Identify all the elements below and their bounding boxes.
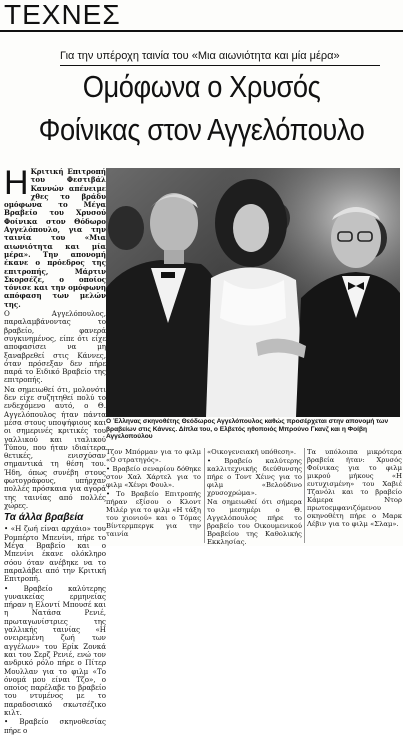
photo-illustration [106, 168, 400, 417]
col1-paragraph-3: • Το Βραβείο Επιτροπής πήραν εξίσου ο Κλοντ Μιλέρ για το φιλμ «Η τάξη του χιονιού» και ο Τόμας Βίντερμπεργκ για την ταινία [106, 490, 201, 538]
lead-paragraph [4, 164, 106, 309]
paragraph-4: • «Η ζωή είναι αρχάιο» του Ρομπέρτο Μπενίνι, πήρε το Μέγα Βραβείο και ο Μπενίνι έκανε ολόκληρο σόου όταν ανέβηκε να το παραλάβει από την Κριτική Επιτροπή. [4, 524, 106, 584]
section-title: ΤΕΧΝΕΣ [4, 0, 121, 30]
article-column-3 [307, 448, 402, 543]
article-column-1 [106, 448, 201, 543]
subhead-other-awards: Τα άλλα βραβεία [4, 512, 84, 524]
column-divider [304, 448, 305, 543]
article-left-column [4, 164, 106, 735]
paragraph-2: Ο Αγγελόπουλος, παραλαμβάνοντας το βραβείο, φανερά συγκινημένος, είπε ότι είχε αποφασίσει να μη ξαναβρεθεί στις Κάννες, όταν πρόσεξαν δεν πήρε παρά το Ειδικό Βραβείο της επιτροπής. [4, 309, 106, 385]
paragraph-5: • Βραβείο καλύτερης γυναικείας ερμηνείας πήραν η Ελοντί Μπουσέ και η Νατάσα Ρενιέ, πρωταγωνίστριες της γαλλικής ταινίας «Η ονειρεμένη ζωή των αγγέλων» του Ερίκ Ζονκά και του Σερζ Ρενιέ, ενώ τον ανδρικό ρόλο πήρε ο Πίτερ Μουλλαν για το φιλμ «Το όνομά μου είναι Τζο», ο οποίος παρέλαβε το βραβείο του ντυμένος με το παραδοσιακό σκωτσέζικο κιλτ. [4, 583, 106, 717]
drop-cap: Η [4, 164, 29, 202]
col2-paragraph-1: «Οικογενειακή υπόθεση». [207, 448, 297, 456]
news-photo [106, 168, 400, 417]
col2-paragraph-3: Να σημειωθεί ότι σήμερα το μεσημέρι ο Θ. Αγγελόπουλος πήρε το βραβείο του Οικουμενικού Βραβείου της Καθολικής Εκκλησίας. [207, 498, 302, 546]
col3-paragraph-1: Τα υπόλοιπα μικρότερα βραβεία ήταν: Χρυσός Φοίνικας για το φιλμ μικρού μήκους «Η ευτυχισμένη» του Χαβιέ Τζανόλι και το βραβείο Κάμερα Ντορ πρωτοεμφανιζόμενου σκηνοθέτη πήρε ο Μαρκ Λέβιν για το φιλμ «Σλαμ». [307, 448, 402, 528]
section-rule [0, 30, 403, 32]
paragraph-3: Να σημειωθεί ότι, μολονότι δεν είχε συζητηθεί πολύ το ενδεχόμενο αυτό, ο Θ. Αγγελόπουλος ήταν πάντα μέσα στους υποψήφιους και οι σημερινές κριτικές του γαλλικού και ιταλικού Τύπου, που ήταν ιδιαίτερα θετικές, ενισχύσαν σημαντικά τη θέση του. Ήδη, όπως συνέβη στους φωτογράφους, υπήρχαν πολλές πρόσκαια για αγορά της ταινίας από πολλές χώρες. [4, 384, 106, 510]
headline-line-2: Φοίνικας στον Αγγελόπουλο [38, 112, 365, 147]
article-column-2 [207, 448, 302, 546]
headline-line-1: Ομόφωνα ο Χρυσός [82, 69, 321, 104]
col1-paragraph-1: Τζον Μπόρμαν για το φιλμ «Ο στρατηγός». [106, 448, 201, 464]
col2-paragraph-2: • Βραβείο καλύτερης καλλιτεχνικής διεύθυνσης πήρε ο Τοντ Χέινς για το φιλμ «Βελούδινο χρυσοχρώμα». [207, 457, 302, 497]
col1-paragraph-2: • Βραβείο σεναρίου δόθηκε στον Χαλ Χάρτελ για το φιλμ «Χένρι Φουλ». [106, 465, 201, 489]
kicker: Για την υπέροχη ταινία του «Μια αιωνιότητα και μία μέρα» [60, 50, 340, 62]
kicker-rule [60, 65, 380, 66]
photo-caption: Ο Έλληνας σκηνοθέτης Θεόδωρος Αγγελόπουλος καθώς προσέρχεται στην απονομή των βραβείων στις Κάννες. Δίπλα του, ο Ελβετός ηθοποιός Μπρούνο Γκανζ και η Φοίβη Αγγελοπούλου [106, 418, 389, 441]
lead-text: Κριτική Επιτροπή του Φεστιβάλ Καννών απένειμε χθες το βράδυ ομόφωνα το Μέγα Βραβείο του Χρυσού Φοίνικα στον Θόδωρο Αγγελόπουλο, για την ταινία του «Μια αιωνιότητα και μία μέρα». Την απονομή έκανε ο πρόεδρος της επιτροπής, Μάρτιν Σκορσέζε, ο οποίος τόνισε και την ομόφωνη απόφαση των μελών της. [4, 167, 106, 309]
column-divider [204, 448, 205, 543]
paragraph-6: • Βραβείο σκηνοθεσίας πήρε ο [4, 717, 106, 735]
